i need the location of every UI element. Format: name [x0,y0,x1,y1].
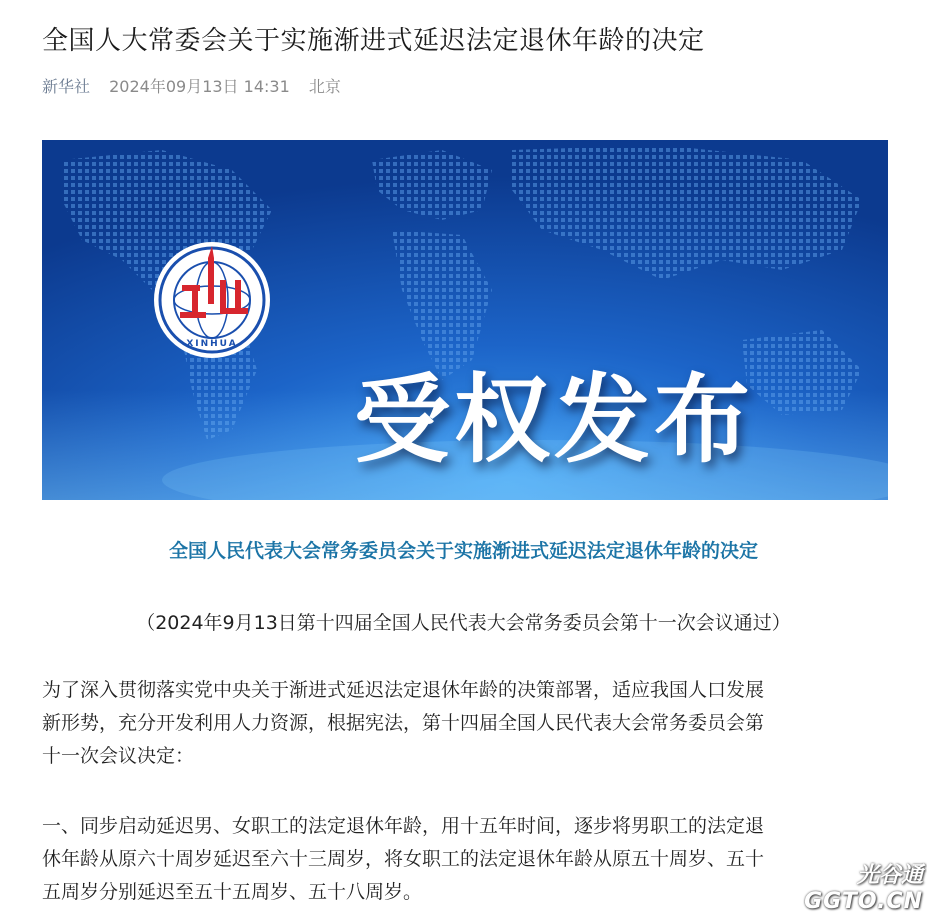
document-heading: 全国人民代表大会常务委员会关于实施渐进式延迟法定退休年龄的决定 [168,540,758,562]
banner-image [42,140,888,500]
watermark-cn: 光谷通 [856,863,923,888]
xinhua-logo-text: XINHUA [186,339,238,349]
watermark-en: GGTO.CN [804,889,923,914]
banner-title: 受权发布 [354,364,754,476]
article-title: 全国人大常委会关于实施渐进式延迟法定退休年龄的决定 [42,26,705,56]
paragraph-line: 新形势，充分开发利用人力资源，根据宪法，第十四届全国人民代表大会常务委员会第 [42,712,765,734]
site-watermark [804,863,923,915]
paragraph-line: 休年龄从原六十周岁延迟至六十三周岁，将女职工的法定退休年龄从原五十周岁、五十 [42,848,765,870]
paragraph-line: 十一次会议决定： [42,745,195,767]
paragraph-line: 五周岁分别延迟至五十五周岁、五十八周岁。 [42,881,423,903]
article-location: 北京 [308,77,341,96]
article-source-link[interactable]: 新华社 [42,77,91,96]
paragraph-line: 一、同步启动延迟男、女职工的法定退休年龄，用十五年时间，逐步将男职工的法定退 [42,815,765,837]
document-adoption-note: （2024年9月13日第十四届全国人民代表大会常务委员会第十一次会议通过） [136,612,791,634]
article-datetime: 2024年09月13日 14:31 [109,77,290,96]
xinhua-logo-icon [154,242,270,358]
paragraph-line: 为了深入贯彻落实党中央关于渐进式延迟法定退休年龄的决策部署，适应我国人口发展 [42,679,765,701]
paragraph-preamble [42,674,890,773]
paragraph-article-one [42,810,890,909]
article-meta [42,74,341,97]
